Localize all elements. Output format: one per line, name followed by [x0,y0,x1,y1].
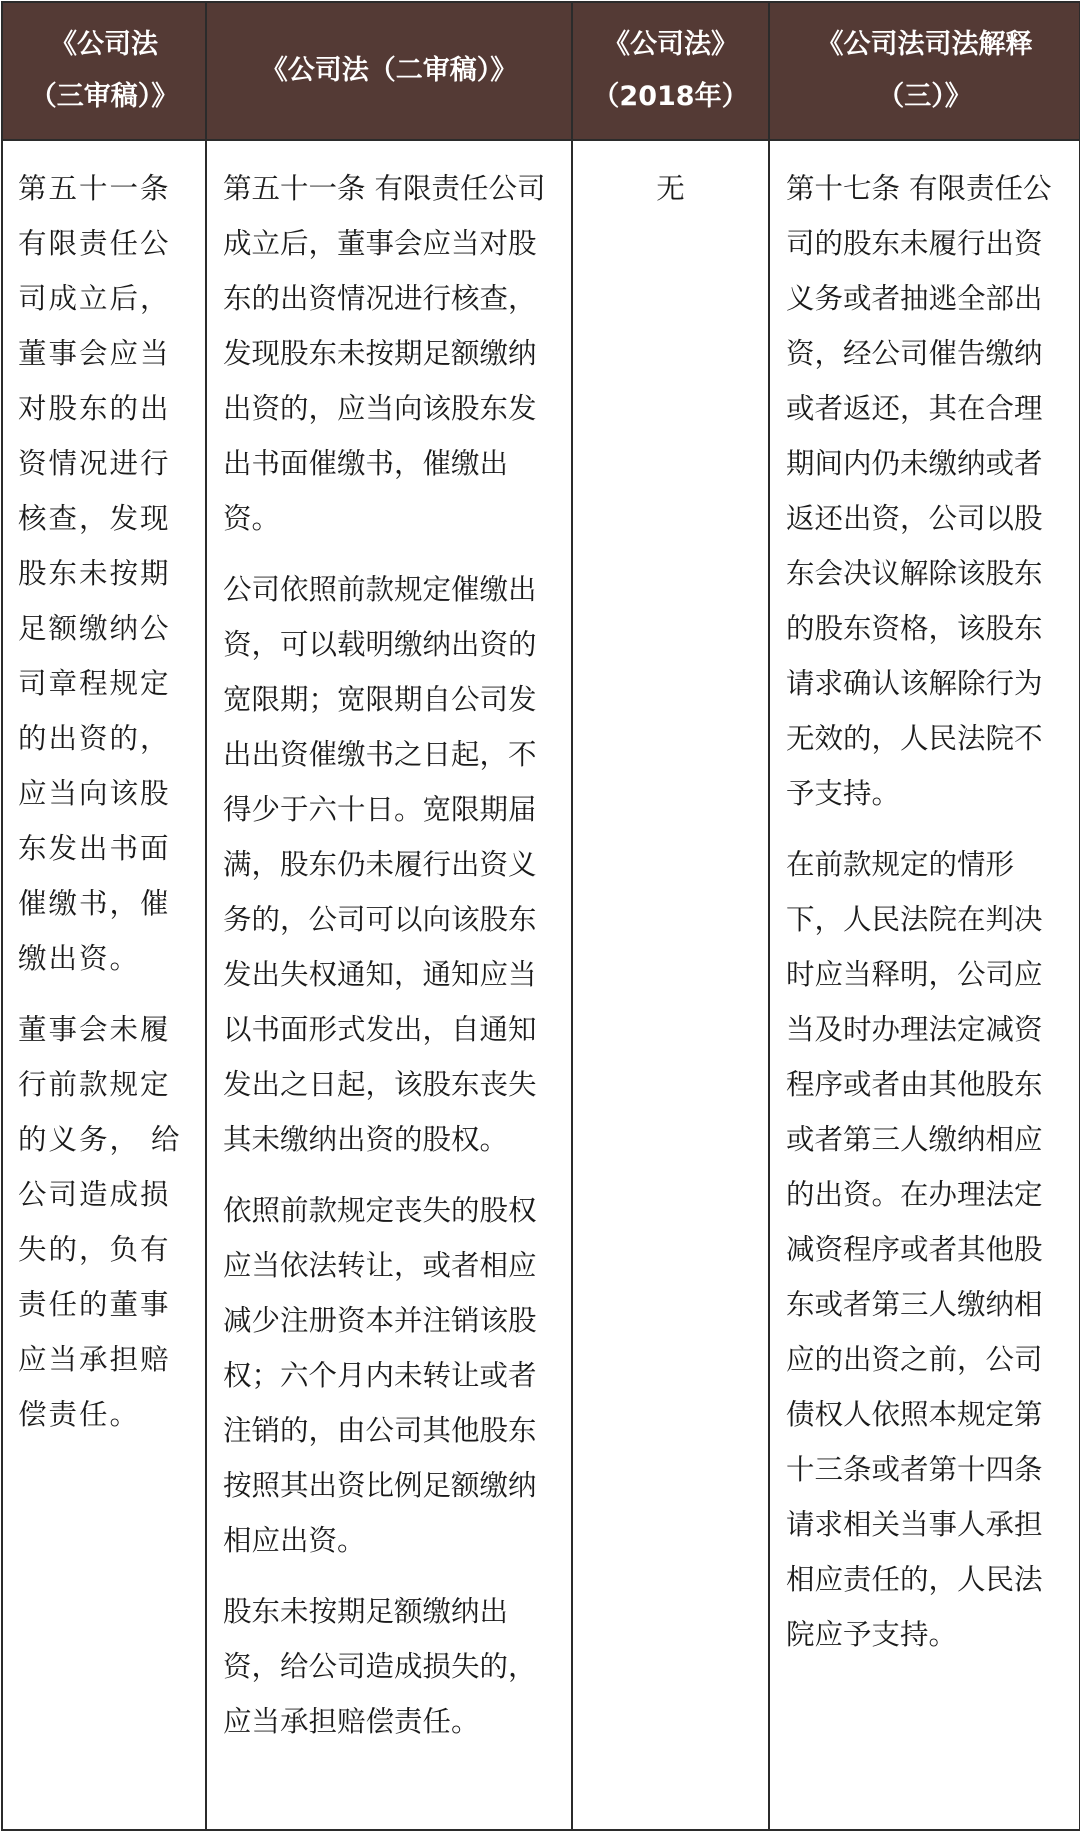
paragraph: 依照前款规定丧失的股权应当依法转让，或者相应减少注册资本并注销该股权；六个月内未转让或者注销的，由公司其他股东按照其出资比例足额缴纳相应出资。 [223,1194,537,1557]
law-comparison-table [1,1,1080,1831]
header-line: 《公司法》 [603,29,738,60]
header-line: 《公司法（二审稿）》 [260,55,518,86]
header-judicial-interpretation-3 [769,2,1080,140]
paragraph: 无 [656,172,685,205]
cell-law-2018 [572,140,769,1830]
paragraph: 第五十一条 有限责任公司成立后，董事会应当对股东的出资情况进行核查，发现股东未按期足额缴纳公司章程规定的出资的，应当向该股东发出书面催缴书，催缴出资。 [18,172,171,975]
paragraph: 董事会未履行前款规定的义务， 给公司造成损失的，负有责任的董事应当承担赔偿责任。 [18,1013,182,1431]
paragraph: 在前款规定的情形下，人民法院在判决时应当释明，公司应当及时办理法定减资程序或者由其他股东或者第三人缴纳相应的出资。在办理法定减资程序或者其他股东或者第三人缴纳相应的出资之前，公司债权人依照本规定第十三条或者第十四条请求相关当事人承担相应责任的，人民法院应予支持。 [786,848,1043,1651]
header-line: （三）》 [877,81,972,112]
paragraph: 第十七条 有限责任公司的股东未履行出资义务或者抽逃全部出资，经公司催告缴纳或者返还，其在合理期间内仍未缴纳或者返还出资，公司以股东会决议解除该股东的股东资格，该股东请求确认该解除行为无效的，人民法院不予支持。 [786,172,1052,810]
header-line: （三审稿）》 [29,81,179,112]
paragraph: 第五十一条 有限责任公司成立后，董事会应当对股东的出资情况进行核查，发现股东未按期足额缴纳出资的，应当向该股东发出书面催缴书，催缴出资。 [223,172,546,535]
header-company-law-2018 [572,2,769,140]
header-company-law-second-draft [206,2,572,140]
header-line: 《公司法 [50,29,158,60]
content-row [2,140,1080,1830]
paragraph: 股东未按期足额缴纳出资，给公司造成损失的，应当承担赔偿责任。 [223,1595,537,1738]
paragraph: 公司依照前款规定催缴出资，可以载明缴纳出资的宽限期；宽限期自公司发出出资催缴书之日起，不得少于六十日。宽限期届满，股东仍未履行出资义务的，公司可以向该股东发出失权通知，通知应当以书面形式发出，自通知发出之日起，该股东丧失其未缴纳出资的股权。 [223,573,537,1156]
cell-second-draft [206,140,572,1830]
header-line: 《公司法司法解释 [816,29,1033,60]
header-line: （2018年） [592,81,749,112]
cell-judicial-interpretation [769,140,1080,1830]
cell-third-draft [2,140,206,1830]
header-row [2,2,1080,140]
header-company-law-third-draft [2,2,206,140]
